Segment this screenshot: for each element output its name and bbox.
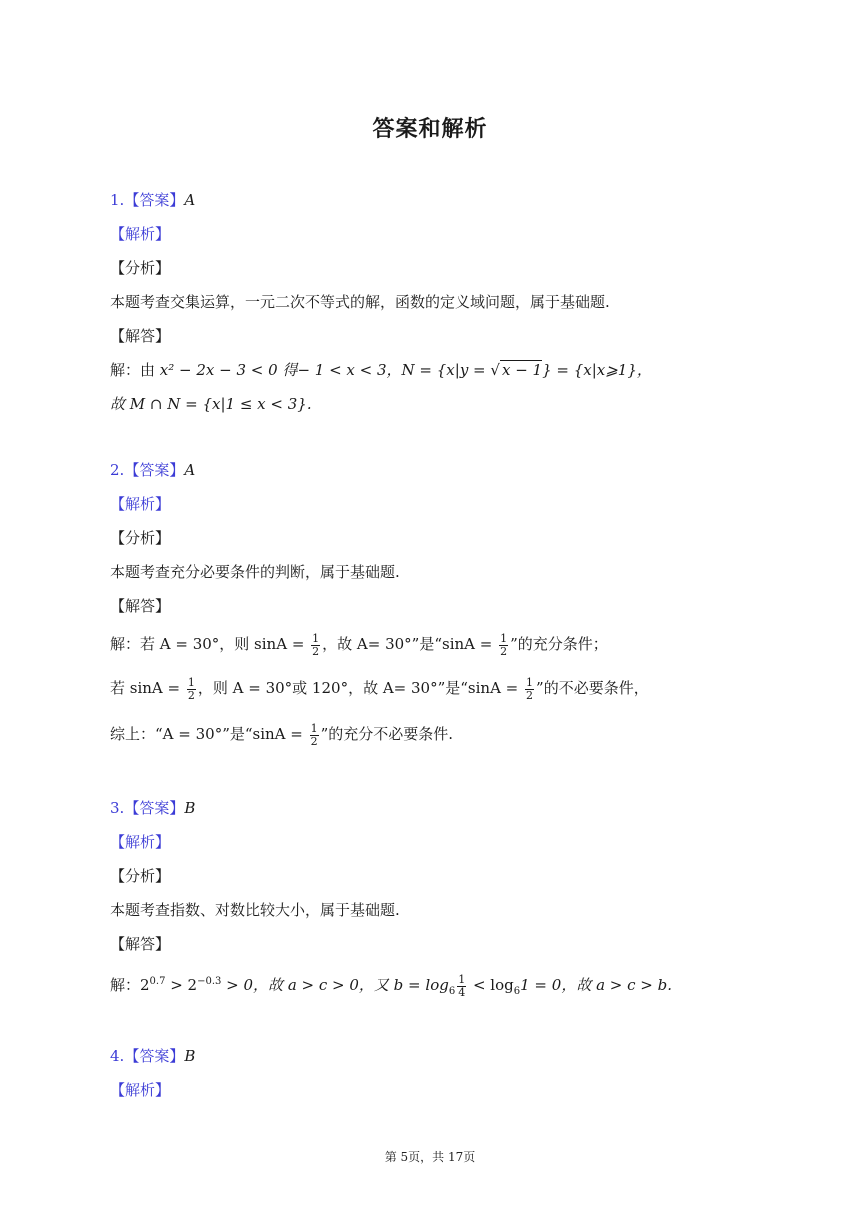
sqrt-radicand: x − 1: [501, 361, 543, 379]
fraction-numerator: 1: [500, 631, 508, 645]
q2-sol-text: 解：若 A = 30°，则 sinA =: [110, 635, 310, 653]
fraction-denominator: 2: [310, 734, 318, 748]
q1-jieda-label: 【解答】: [110, 327, 171, 345]
fraction-denominator: 2: [187, 688, 195, 702]
exponent: −0.3: [197, 976, 222, 987]
fraction-half: [187, 677, 196, 702]
q1-analysis-label: 【解析】: [110, 225, 171, 243]
fraction-numerator: 1: [312, 631, 320, 645]
fraction-half: [525, 677, 534, 702]
fraction-numerator: 1: [458, 972, 466, 986]
q2-fenxi-label: 【分析】: [110, 529, 171, 547]
q3-sol-text: > 2: [165, 976, 198, 994]
q2-sol-text: ，故 A= 30°”是“sinA =: [322, 635, 498, 653]
q1-answer-line: [110, 188, 195, 212]
fraction-denominator: 2: [312, 644, 320, 658]
q2-number: 2.: [110, 461, 125, 479]
q2-sol-text: ”的不必要条件，: [536, 679, 649, 697]
q3-sol-text: 解：2: [110, 976, 150, 994]
q1-solution-line-2: 故 M ∩ N = {x|1 ≤ x < 3}.: [110, 395, 312, 413]
q3-fenxi-label: 【分析】: [110, 867, 171, 885]
fraction-denominator: 2: [500, 644, 508, 658]
q1-fenxi-label: 【分析】: [110, 259, 171, 277]
q4-number: 4.: [110, 1047, 125, 1065]
q3-answer-line: [110, 796, 195, 820]
page-title: 答案和解析: [372, 117, 488, 142]
q4-analysis-label: 【解析】: [110, 1081, 171, 1099]
q4-answer-line: [110, 1044, 195, 1068]
answer-label: 【答案】: [124, 191, 185, 209]
q3-sol-text: < log: [468, 976, 514, 994]
exponent: 0.7: [149, 976, 166, 987]
q1-number: 1.: [110, 191, 125, 209]
fraction-denominator: 2: [526, 688, 534, 702]
q3-sol-text: > 0，故 a > c > 0，又 b = log: [221, 976, 449, 994]
q1-sol-text: 解：由: [110, 361, 160, 379]
fraction-half: [499, 633, 508, 658]
fraction-half: [310, 723, 319, 748]
q3-fenxi-text: 本题考查指数、对数比较大小，属于基础题.: [110, 901, 400, 919]
q1-fenxi-text: 本题考查交集运算，一元二次不等式的解，函数的定义域问题，属于基础题.: [110, 293, 610, 311]
q3-answer: B: [184, 799, 196, 817]
q2-solution-line-3: [110, 722, 453, 748]
q2-sol-text: 综上：“A = 30°”是“sinA =: [110, 725, 308, 743]
q3-jieda-label: 【解答】: [110, 935, 171, 953]
answer-label: 【答案】: [124, 799, 185, 817]
answer-label: 【答案】: [124, 1047, 185, 1065]
q2-sol-text: 若 sinA =: [110, 679, 185, 697]
q2-analysis-label: 【解析】: [110, 495, 171, 513]
q2-jieda-label: 【解答】: [110, 597, 171, 615]
q2-sol-text: ”的充分条件；: [510, 635, 608, 653]
q1-solution-line-1: [110, 358, 652, 382]
log-base: 6: [448, 986, 456, 997]
q2-fenxi-text: 本题考查充分必要条件的判断，属于基础题.: [110, 563, 400, 581]
sqrt-symbol: √: [490, 361, 500, 379]
q3-number: 3.: [110, 799, 125, 817]
page-footer: 第 5页，共 17页: [384, 1150, 476, 1164]
q3-sol-text: 1 = 0，故 a > c > b.: [520, 976, 673, 994]
fraction-numerator: 1: [187, 675, 195, 689]
fraction-numerator: 1: [526, 675, 534, 689]
q2-answer-line: [110, 458, 195, 482]
answer-label: 【答案】: [124, 461, 185, 479]
fraction-denominator: 4: [458, 985, 466, 999]
q1-sol-expr: x² − 2x − 3 < 0: [159, 361, 278, 379]
q1-sol-text: } = {x|x⩾1}，: [542, 361, 652, 379]
q3-solution-line: [110, 970, 672, 1004]
q2-solution-line-2: [110, 676, 649, 702]
log-base: 6: [513, 986, 521, 997]
q2-solution-line-1: [110, 632, 608, 658]
q2-sol-text: ”的充分不必要条件.: [320, 725, 454, 743]
q2-sol-text: ，则 A = 30°或 120°，故 A= 30°”是“sinA =: [197, 679, 524, 697]
q1-answer: A: [184, 191, 196, 209]
q2-answer: A: [184, 461, 196, 479]
q1-sol-text: 得− 1 < x < 3，N = {x|y =: [277, 361, 491, 379]
fraction-quarter: [457, 974, 466, 999]
q4-answer: B: [184, 1047, 196, 1065]
q3-analysis-label: 【解析】: [110, 833, 171, 851]
fraction-numerator: 1: [310, 721, 318, 735]
fraction-half: [311, 633, 320, 658]
